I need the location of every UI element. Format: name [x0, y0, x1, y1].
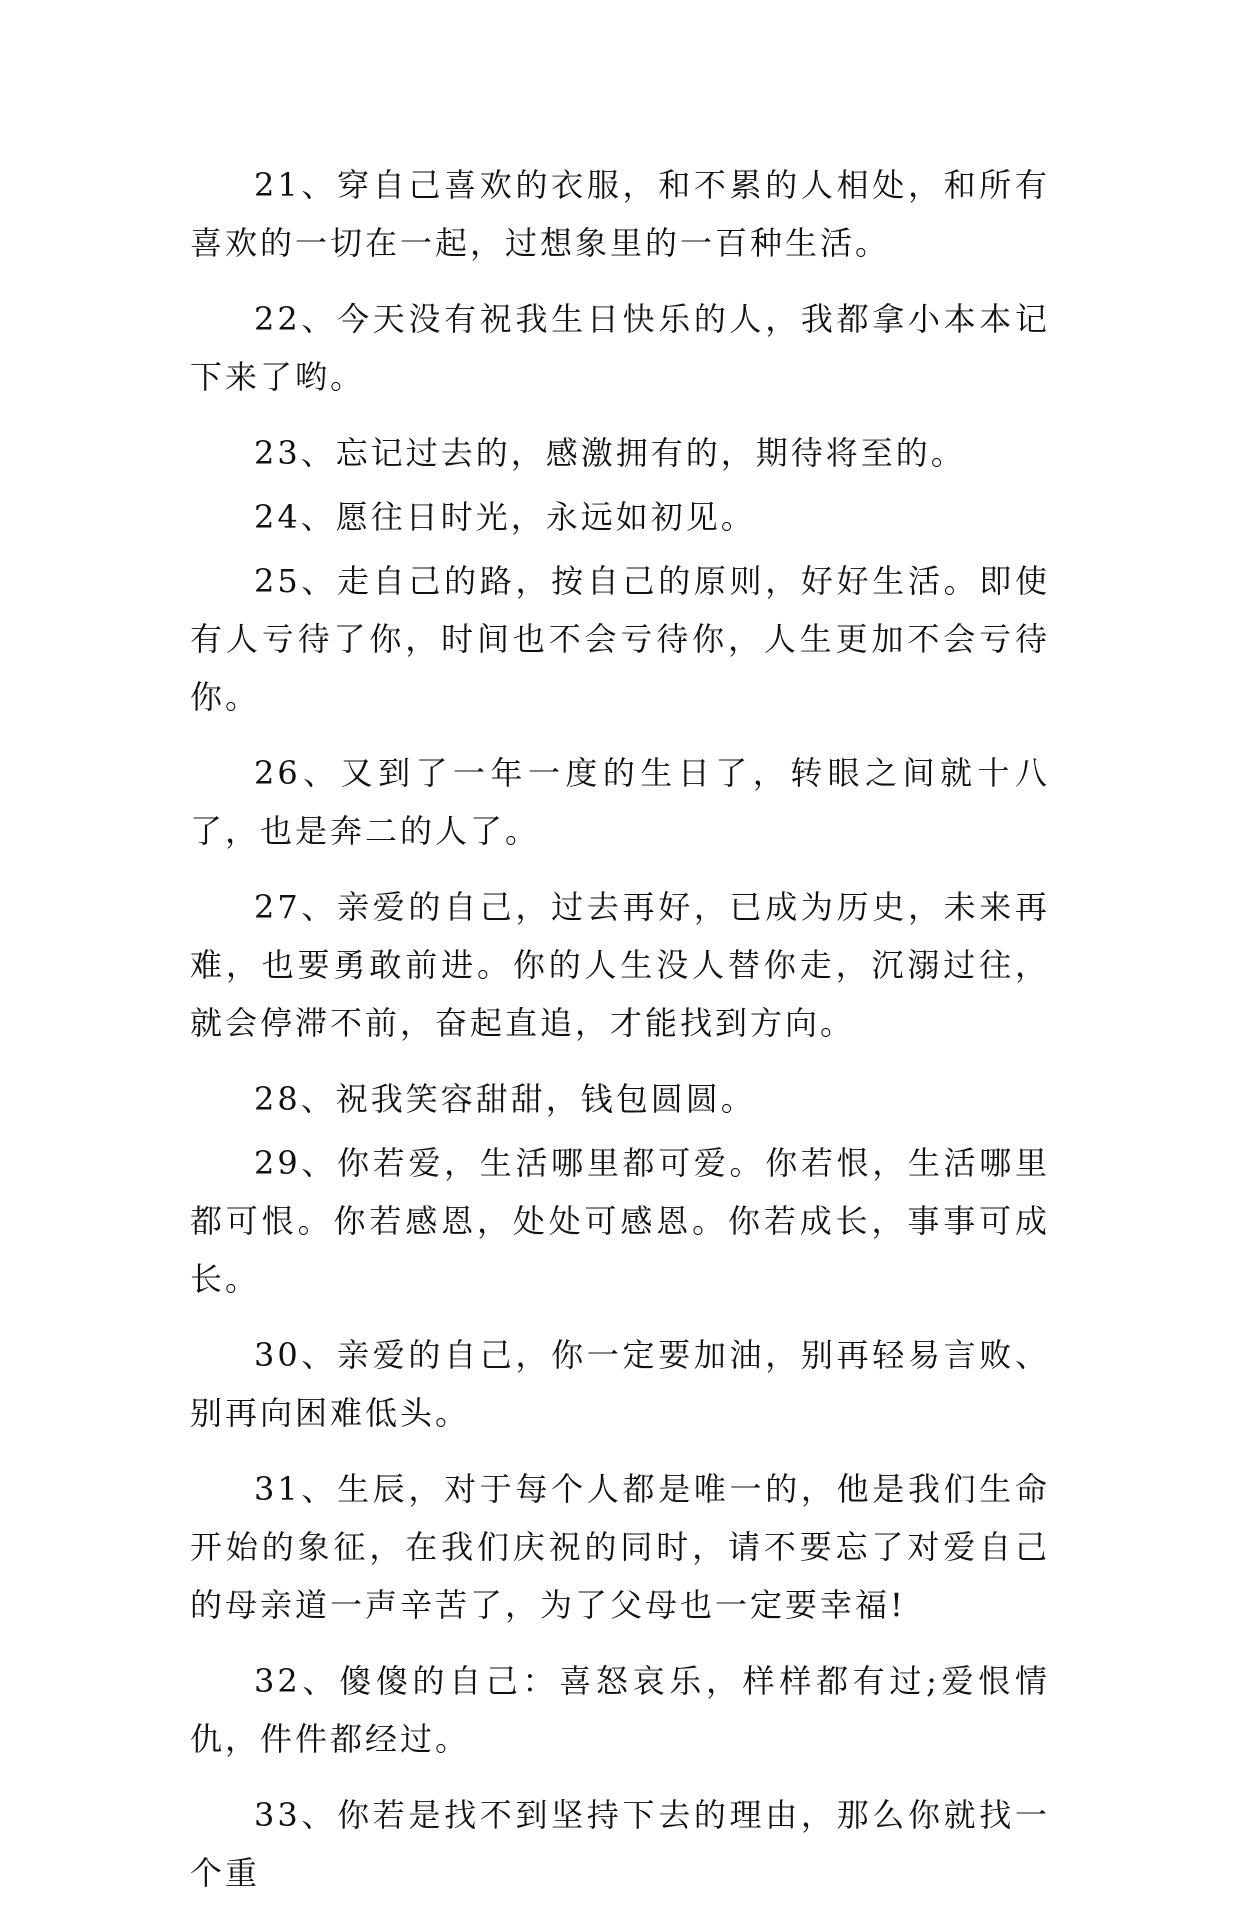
paragraph-32: 32、傻傻的自己：喜怒哀乐，样样都有过;爱恨情仇，件件都经过。: [190, 1662, 1050, 1758]
paragraph-24: 24、愿往日时光，永远如初见。: [254, 498, 756, 536]
paragraph-25: 25、走自己的路，按自己的原则，好好生活。即使有人亏待了你，时间也不会亏待你，人生更加不会亏待你。: [190, 562, 1050, 716]
paragraph-30: 30、亲爱的自己，你一定要加油，别再轻易言败、别再向困难低头。: [190, 1336, 1050, 1432]
paragraph-33: 33、你若是找不到坚持下去的理由，那么你就找一个重: [190, 1796, 1050, 1892]
document-body: [190, 156, 1050, 1920]
paragraph-21: 21、穿自己喜欢的衣服，和不累的人相处，和所有喜欢的一切在一起，过想象里的一百种生活。: [190, 166, 1050, 262]
paragraph-23: 23、忘记过去的，感激拥有的，期待将至的。: [254, 434, 966, 472]
paragraph-29: 29、你若爱，生活哪里都可爱。你若恨，生活哪里都可恨。你若感恩，处处可感恩。你若成长，事事可成长。: [190, 1144, 1050, 1298]
paragraph-26: 26、又到了一年一度的生日了，转眼之间就十八了，也是奔二的人了。: [190, 754, 1050, 850]
paragraph-27: 27、亲爱的自己，过去再好，已成为历史，未来再难，也要勇敢前进。你的人生没人替你走，沉溺过往，就会停滞不前，奋起直追，才能找到方向。: [190, 888, 1050, 1042]
paragraph-22: 22、今天没有祝我生日快乐的人，我都拿小本本记下来了哟。: [190, 300, 1050, 396]
paragraph-31: 31、生辰，对于每个人都是唯一的，他是我们生命开始的象征，在我们庆祝的同时，请不要忘了对爱自己的母亲道一声辛苦了，为了父母也一定要幸福!: [190, 1470, 1050, 1624]
paragraph-28: 28、祝我笑容甜甜，钱包圆圆。: [254, 1080, 756, 1118]
